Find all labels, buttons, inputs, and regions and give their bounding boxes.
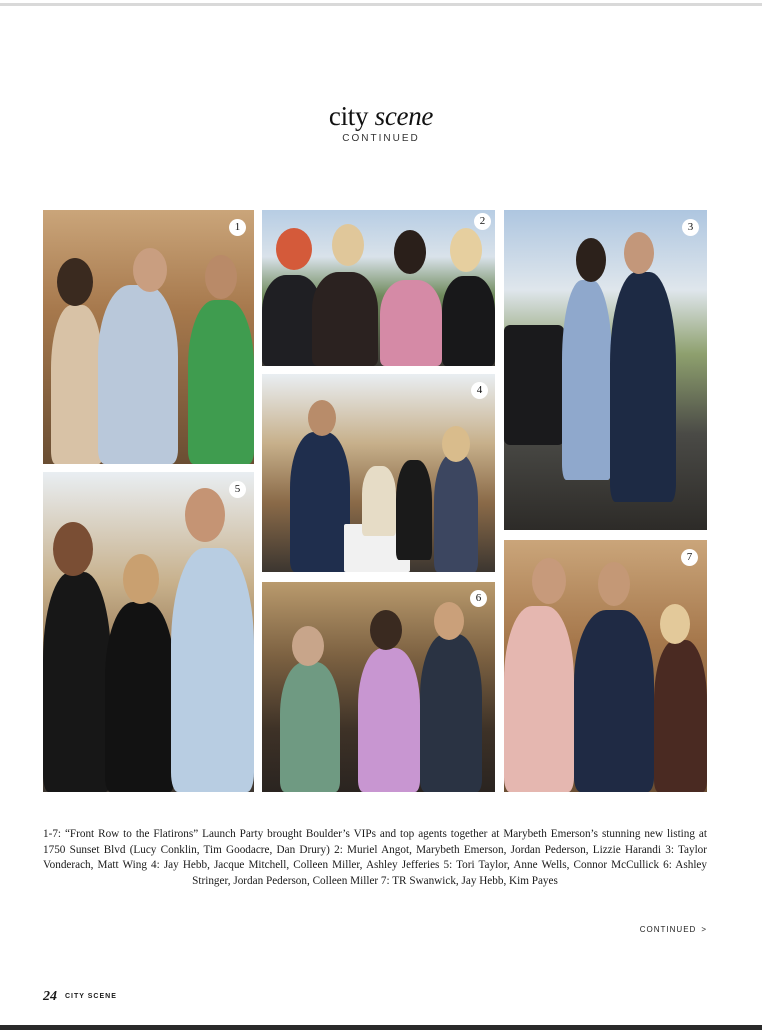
figure	[396, 460, 432, 560]
page-subtitle: CONTINUED	[342, 133, 420, 144]
figure-head	[532, 558, 566, 604]
figure-head	[660, 604, 690, 644]
page-header	[0, 100, 762, 144]
bottom-rule	[0, 1025, 762, 1030]
figure-head	[450, 228, 482, 272]
title-roman: city	[328, 101, 369, 131]
figure-head	[332, 224, 364, 266]
continued-link[interactable]	[640, 925, 707, 934]
page-folio	[43, 987, 117, 1005]
figure	[380, 280, 442, 366]
figure	[98, 285, 178, 464]
figure	[358, 648, 420, 792]
figure-head	[53, 522, 93, 576]
figure	[312, 272, 378, 366]
photo-2[interactable]	[262, 210, 495, 366]
photo-number-badge: 3	[682, 219, 699, 236]
photo-number-badge: 5	[229, 481, 246, 498]
figure-head	[434, 602, 464, 640]
photo-5[interactable]	[43, 472, 254, 792]
figure	[610, 272, 676, 502]
chevron-right-icon: >	[701, 925, 707, 934]
figure-head	[276, 228, 312, 270]
title-italic: scene	[374, 101, 434, 131]
section-name: CITY SCENE	[65, 993, 117, 1000]
figure-head	[576, 238, 606, 282]
figure-head	[185, 488, 225, 542]
figure	[43, 572, 111, 792]
figure	[434, 454, 478, 572]
photo-caption: 1-7: “Front Row to the Flatirons” Launch Party brought Boulder’s VIPs and top agents together at Marybeth Emerson’s stunning new listing at 1750 Sunset Blvd (Lucy Conklin, Tim Goodacre, Dan Drury) 2: Muriel Angot, Marybeth Emerson, Jordan Pederson, Lizzie Harandi 3: Taylor Vonderach, Matt Wing 4: Jay Hebb, Jacque Mitchell, Colleen Miller, Ashley Jefferies 5: Tori Taylor, Anne Wells, Connor McCullick 6: Ashley Stringer, Jordan Pederson, Colleen Miller 7: TR Swanwick, Jay Hebb, Kim Payes	[43, 828, 707, 887]
figure-head	[292, 626, 324, 666]
figure	[654, 640, 707, 792]
figure	[290, 432, 350, 572]
figure-head	[205, 255, 237, 299]
top-rule	[0, 3, 762, 6]
figure-head	[598, 562, 630, 606]
photo-number-badge: 1	[229, 219, 246, 236]
photo-6[interactable]	[262, 582, 495, 792]
figure-head	[123, 554, 159, 604]
figure	[574, 610, 654, 792]
photo-number-badge: 2	[474, 213, 491, 230]
figure	[105, 602, 175, 792]
photo-7[interactable]	[504, 540, 707, 792]
figure-head	[442, 426, 470, 462]
figure	[420, 634, 482, 792]
photo-1[interactable]	[43, 210, 254, 464]
figure-head	[308, 400, 336, 436]
photo-3[interactable]	[504, 210, 707, 530]
figure-head	[394, 230, 426, 274]
photo-number-badge: 7	[681, 549, 698, 566]
page-number: 24	[43, 989, 57, 1004]
photo-number-badge: 4	[471, 382, 488, 399]
figure	[504, 325, 564, 445]
figure-head	[133, 248, 167, 292]
figure	[188, 300, 254, 464]
figure	[362, 466, 396, 536]
figure-head	[624, 232, 654, 274]
figure	[504, 606, 574, 792]
page-title	[0, 100, 762, 132]
figure	[442, 276, 495, 366]
figure-head	[370, 610, 402, 650]
photo-number-badge: 6	[470, 590, 487, 607]
continued-label: CONTINUED	[639, 925, 697, 934]
figure	[51, 305, 103, 464]
figure	[562, 280, 612, 480]
figure	[280, 662, 340, 792]
photo-4[interactable]	[262, 374, 495, 572]
figure	[171, 548, 254, 792]
figure-head	[57, 258, 93, 306]
